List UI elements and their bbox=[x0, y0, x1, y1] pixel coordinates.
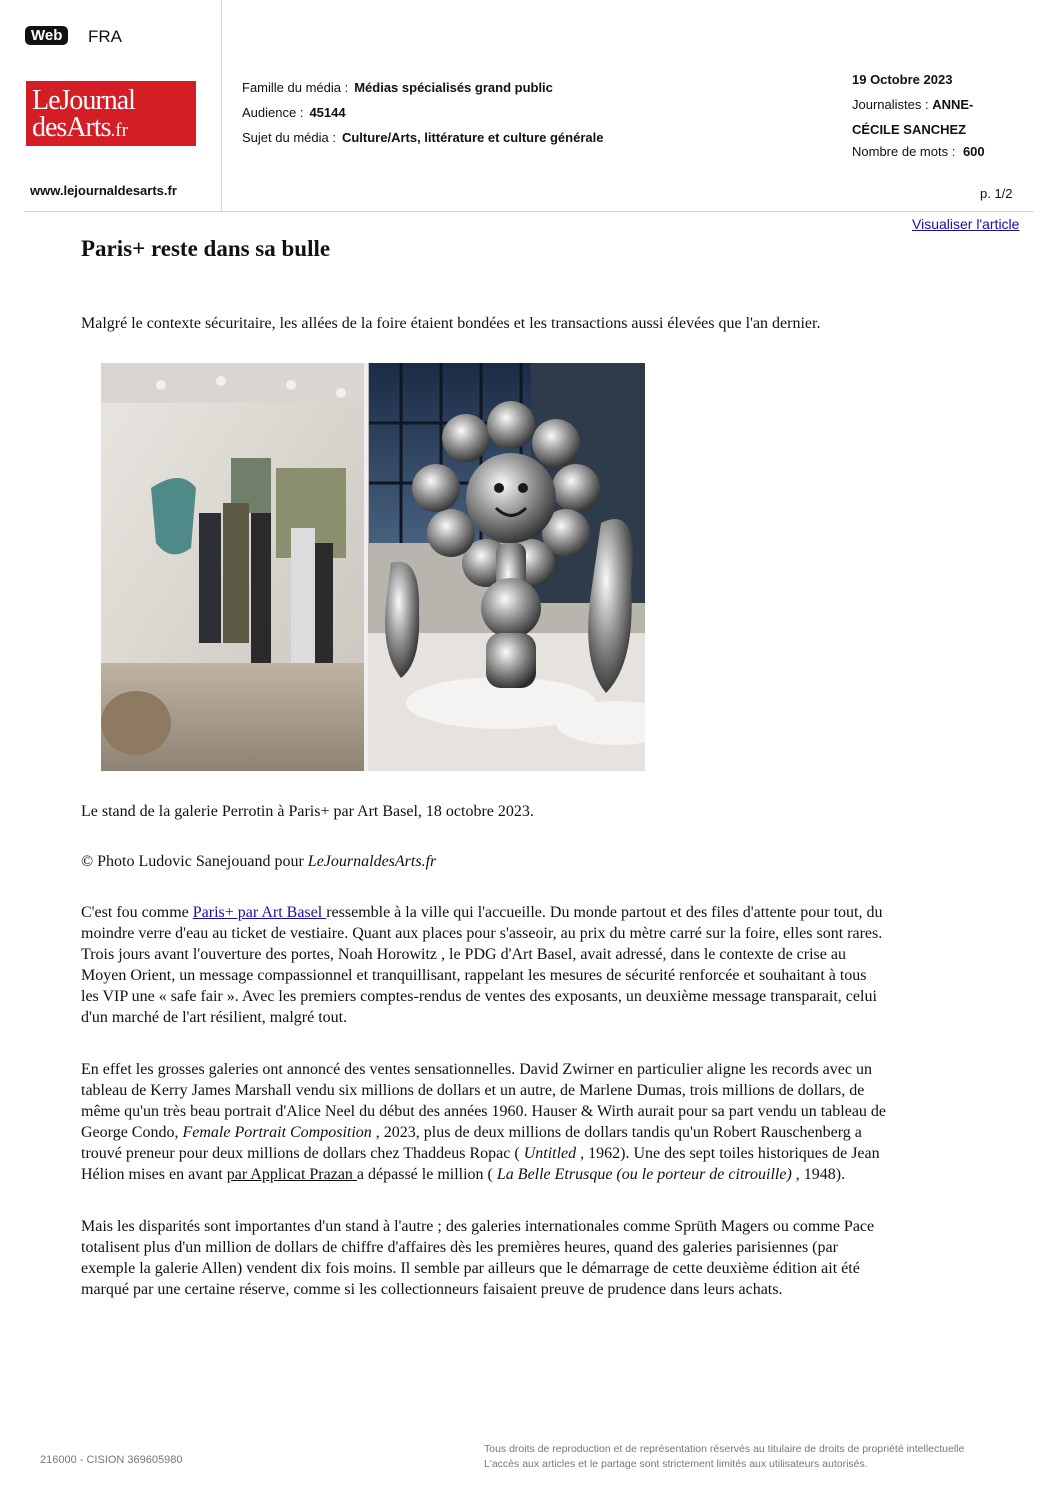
cision-id: 216000 - CISION 369605980 bbox=[40, 1454, 183, 1466]
credit-source: LeJournaldesArts.fr bbox=[307, 853, 437, 870]
word-count: Nombre de mots : 600 bbox=[852, 144, 985, 159]
paragraph-line: Moyen Orient, un message compassionnel et tranquillisant, rappelant les mesures de sécurité renforcée et souhaitant à tous bbox=[81, 967, 867, 984]
applicat-prazan-link[interactable]: par Applicat Prazan bbox=[226, 1166, 357, 1183]
logo-line-2: desArts.fr bbox=[32, 112, 128, 143]
web-badge: Web bbox=[25, 26, 68, 45]
paragraph-line: tableau de Kerry James Marshall vendu six millions de dollars et un autre, de Marlene Dumas, trois millions de dollars, de bbox=[81, 1082, 865, 1099]
paragraph-line: C'est fou comme Paris+ par Art Basel ressemble à la ville qui l'accueille. Du monde partout et des files d'attente pour tout, du bbox=[81, 904, 883, 921]
paragraph-line: même qu'un très beau portrait d'Alice Neel du début des années 1960. Hauser & Wirth aurait pour sa part vendu un tableau de bbox=[81, 1103, 887, 1120]
photo-caption: Le stand de la galerie Perrotin à Paris+ par Art Basel, 18 octobre 2023. bbox=[81, 803, 534, 820]
paris-plus-link[interactable]: Paris+ par Art Basel bbox=[192, 904, 327, 921]
media-family: Famille du média : Médias spécialisés grand public bbox=[242, 80, 553, 95]
article-paragraph-3 bbox=[81, 1216, 981, 1300]
paragraph-line: trouvé preneur pour deux millions de dollars chez Thaddeus Ropac ( Untitled , 1962). Une des sept toiles historiques de Jean bbox=[81, 1145, 880, 1162]
paragraph-line: d'un marché de l'art résilient, malgré tout. bbox=[81, 1009, 348, 1026]
media-subject: Sujet du média : Culture/Arts, littérature et culture générale bbox=[242, 130, 604, 145]
publication-logo[interactable] bbox=[26, 81, 196, 146]
article-title: Paris+ reste dans sa bulle bbox=[81, 236, 331, 261]
paragraph-line: exemple la galerie Allen) vendent dix fois moins. Il semble par ailleurs que le démarrage de cette deuxième édition ait été bbox=[81, 1260, 860, 1277]
journalists-continued: CÉCILE SANCHEZ bbox=[852, 122, 967, 137]
paragraph-line: Mais les disparités sont importantes d'un stand à l'autre ; des galeries internationales comme Sprüth Magers ou comme Pace bbox=[81, 1218, 875, 1235]
paragraph-line: moindre verre d'eau au ticket de vestiaire. Quant aux places pour s'asseoir, au prix du mètre carré sur la foire, elles sont rares. bbox=[81, 925, 883, 942]
view-article-link[interactable]: Visualiser l'article bbox=[912, 216, 1020, 232]
paragraph-line: Hélion mises en avant par Applicat Prazan a dépassé le million ( La Belle Etrusque (ou le porteur de citrouille) , 1948). bbox=[81, 1166, 846, 1183]
article-photo bbox=[101, 363, 645, 771]
rights-notice: Tous droits de reproduction et de représentation réservés au titulaire de droits de propriété intellectuelle L'accès aux articles et le partage sont strictement limités aux utilisateurs autorisés. bbox=[484, 1443, 965, 1470]
paragraph-line: marqué par une certaine réserve, comme si les collectionneurs faisaient preuve de prudence dans leurs achats. bbox=[81, 1281, 783, 1298]
logo-line-1: LeJournal bbox=[32, 85, 135, 116]
page-indicator: p. 1/2 bbox=[980, 186, 1013, 201]
gallery-photo-illustration bbox=[101, 363, 645, 771]
paragraph-line: les VIP une « safe fair ». Avec les premiers comptes-rendus de ventes des exposants, un deuxième message transparait, celui bbox=[81, 988, 877, 1005]
article-date: 19 Octobre 2023 bbox=[852, 72, 953, 87]
article-lead: Malgré le contexte sécuritaire, les allées de la foire étaient bondées et les transactions aussi élevées que l'an dernier. bbox=[81, 315, 821, 332]
paragraph-line: George Condo, Female Portrait Composition , 2023, plus de deux millions de dollars tandis qu'un Robert Rauschenberg a bbox=[81, 1124, 862, 1141]
language-label: FRA bbox=[88, 27, 122, 46]
paragraph-line: Trois jours avant l'ouverture des portes, Noah Horowitz , le PDG d'Art Basel, avait adressé, dans le contexte de crise au bbox=[81, 946, 846, 963]
article-paragraph-1 bbox=[81, 902, 981, 1028]
photo-credit: © Photo Ludovic Sanejouand pour LeJournaldesArts.fr bbox=[81, 853, 437, 870]
audience: Audience : 45144 bbox=[242, 105, 346, 120]
paragraph-line: totalisent plus d'un million de dollars de chiffre d'affaires dès les premières heures, quand des galeries parisiennes (par bbox=[81, 1239, 838, 1256]
article-paragraph-2 bbox=[81, 1059, 981, 1185]
header-divider bbox=[24, 211, 1034, 212]
journalists: Journalistes : ANNE- bbox=[852, 97, 974, 112]
paragraph-line: En effet les grosses galeries ont annoncé des ventes sensationnelles. David Zwirner en particulier aligne les records avec un bbox=[81, 1061, 872, 1078]
site-url: www.lejournaldesarts.fr bbox=[30, 183, 177, 198]
